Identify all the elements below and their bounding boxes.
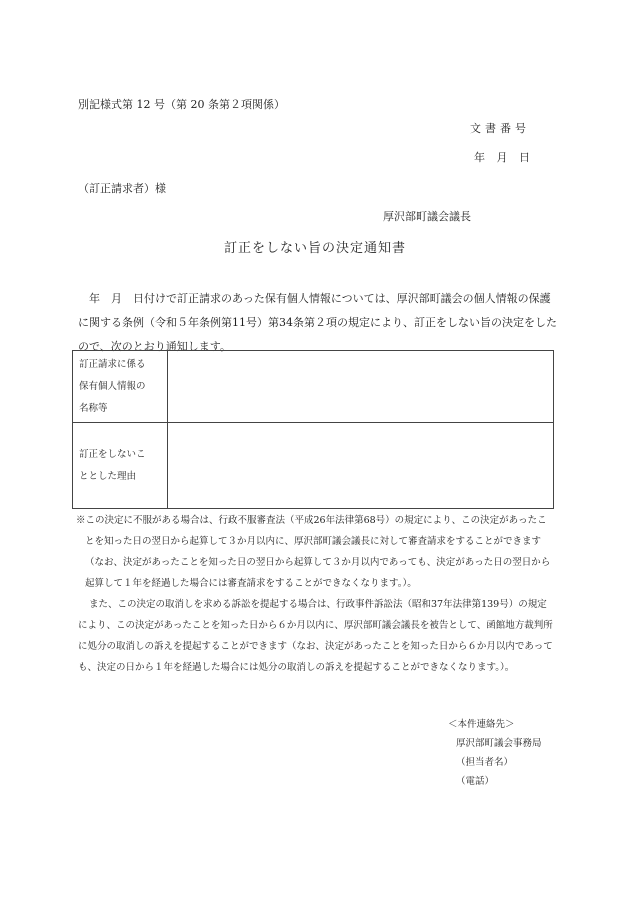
- document-number-label: 文書番号: [470, 122, 530, 135]
- contact-phone: （電話）: [456, 776, 495, 787]
- date-line: 年 月 日: [474, 151, 530, 164]
- contact-office: 厚沢部町議会事務局: [456, 738, 542, 749]
- table-row: [73, 423, 554, 509]
- body-paragraph: 年 月 日付けで訂正請求のあった保有個人情報については、厚沢部町議会の個人情報の保護に関する条例（令和５年条例第11号）第34条第２項の規定により、訂正をしない旨の決定をしたので、次のとおり通知します。: [78, 292, 557, 353]
- notice-appeal: ※この決定に不服がある場合は、行政不服審査法（平成26年法律第68号）の規定により、この決定があったことを知った日の翌日から起算して３か月以内に、厚沢部町議会議長に対して審査請求をすることができます（なお、決定があったことを知った日の翌日から起算して３か月以内であっても、決定があった日の翌日から起算して１年を経過した場合には審査請求をすることができなくなります。）。: [76, 515, 551, 589]
- notice-lawsuit: また、この決定の取消しを求める訴訟を提起する場合は、行政事件訴訟法（昭和37年法律第139号）の規定により、この決定があったことを知った日から６か月以内に、厚沢部町議会議長を被告として、函館地方裁判所に処分の取消しの訴えを提起することができます（なお、決定があったことを知った日から６か月以内であっても、決定の日から１年を経過した場合には処分の取消しの訴えを提起することができなくなります。）。: [78, 599, 553, 673]
- table-label-reason: 訂正をしないこ ととした理由: [73, 423, 168, 509]
- form-number: 別記様式第 12 号（第 20 条第２項関係）: [78, 98, 285, 111]
- table-row: [73, 351, 554, 423]
- notice-section: [78, 510, 556, 678]
- sender: 厚沢部町議会議長: [383, 210, 471, 223]
- contact-person: （担当者名）: [456, 757, 514, 768]
- info-table: [72, 350, 554, 509]
- contact-heading: ＜本件連絡先＞: [448, 719, 515, 730]
- table-value-reason: [168, 423, 554, 509]
- table-value-personal-info: [168, 351, 554, 423]
- table-label-personal-info: 訂正請求に係る 保有個人情報の 名称等: [73, 351, 168, 423]
- document-title: 訂正をしない旨の決定通知書: [223, 241, 406, 256]
- contact-block: [450, 715, 542, 791]
- addressee: （訂正請求者）様: [78, 182, 166, 195]
